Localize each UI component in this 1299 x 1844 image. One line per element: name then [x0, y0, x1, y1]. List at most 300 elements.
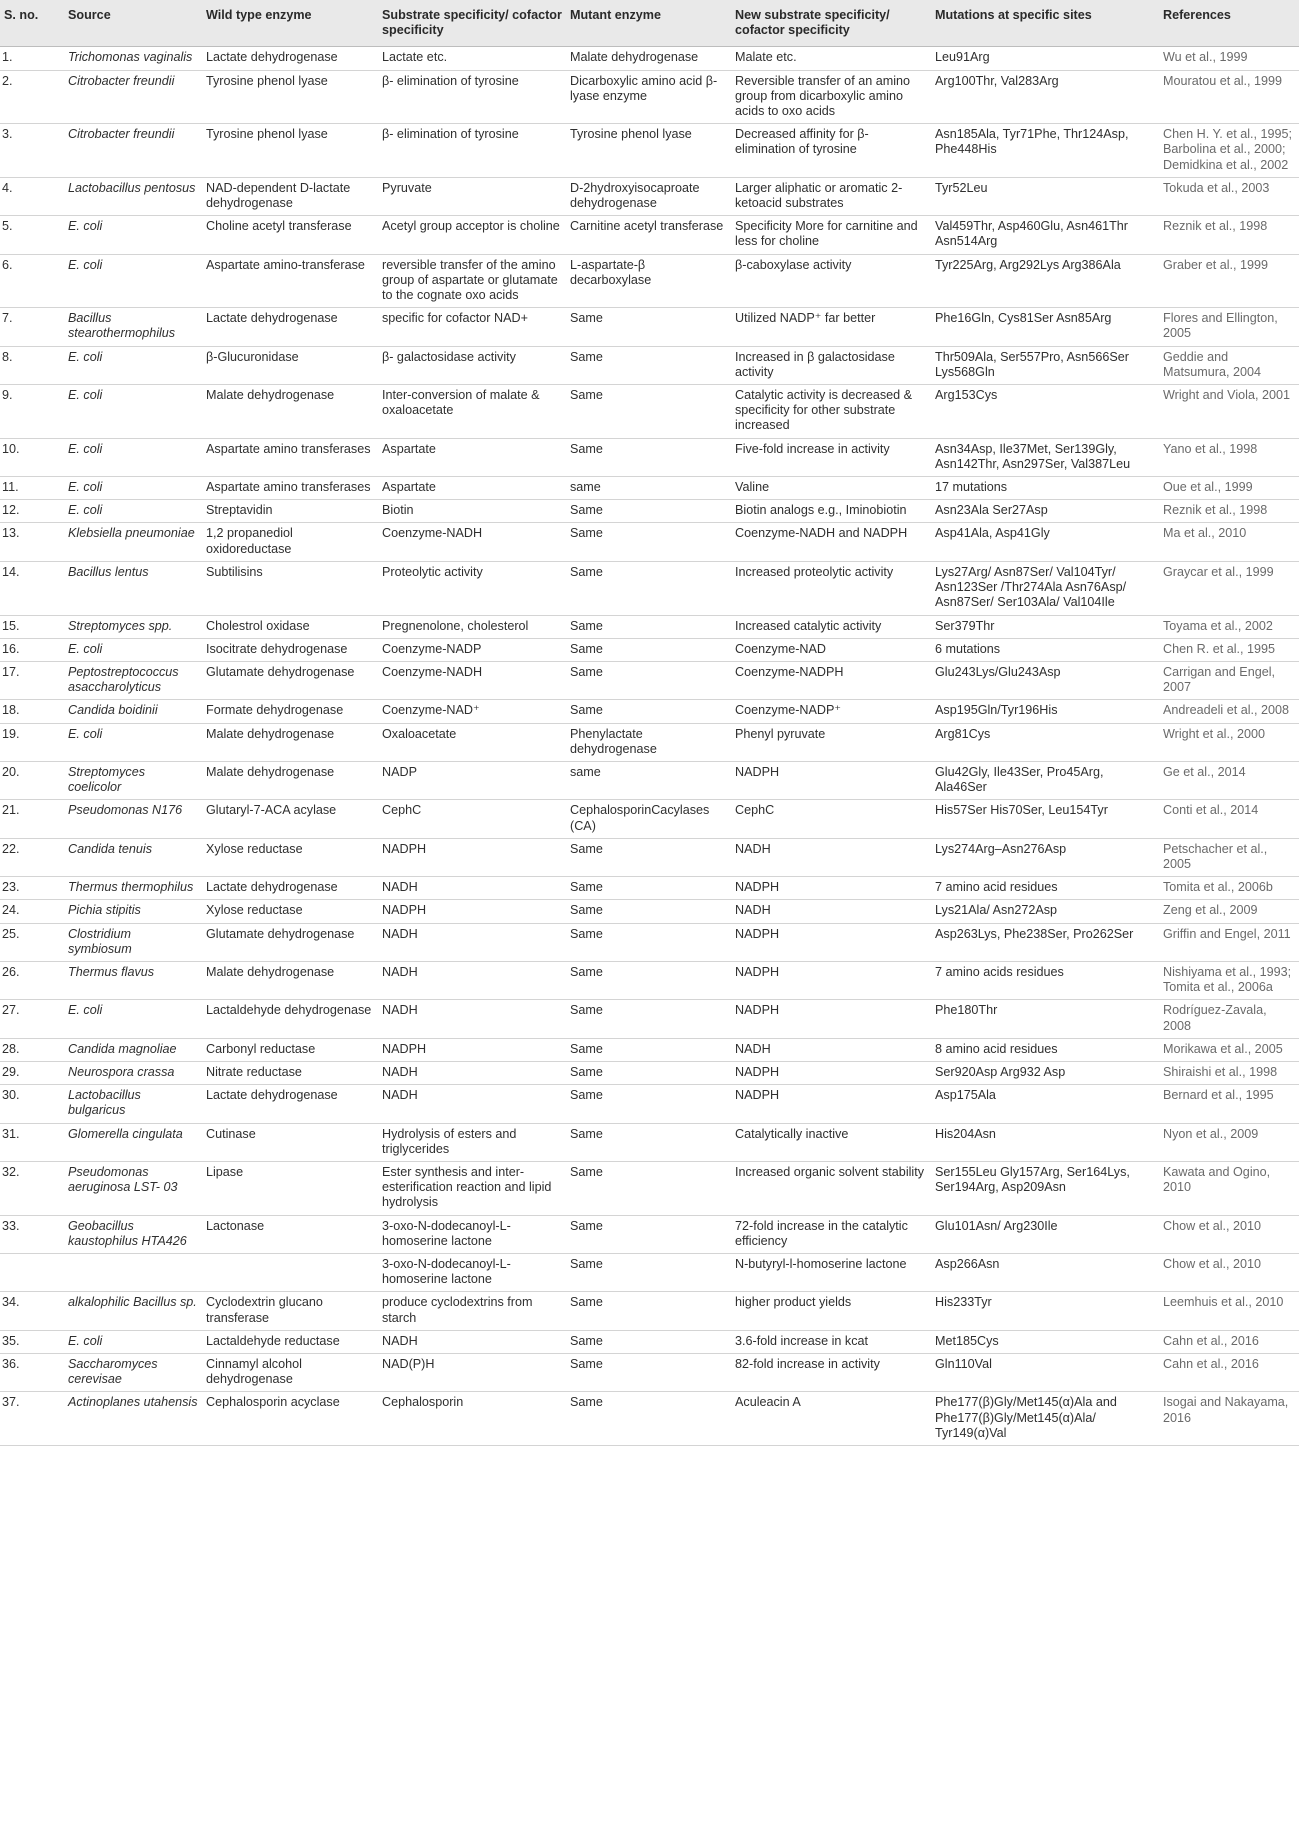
- cell-wild-type: Lactate dehydrogenase: [202, 877, 378, 900]
- cell-wild-type: Lactaldehyde reductase: [202, 1330, 378, 1353]
- header-substrate: Substrate specificity/ cofactor specificity: [378, 0, 566, 47]
- cell-sno: [0, 1254, 64, 1292]
- cell-sno: 20.: [0, 761, 64, 799]
- cell-sno: 11.: [0, 477, 64, 500]
- cell-mutant: Same: [566, 1123, 731, 1161]
- cell-new-substrate: Biotin analogs e.g., Iminobiotin: [731, 500, 931, 523]
- cell-sno: 24.: [0, 900, 64, 923]
- table-row: [0, 216, 1299, 254]
- cell-mutant: Same: [566, 561, 731, 615]
- cell-new-substrate: NADPH: [731, 1061, 931, 1084]
- cell-sno: 31.: [0, 1123, 64, 1161]
- table-body: [0, 47, 1299, 1446]
- cell-wild-type: Formate dehydrogenase: [202, 700, 378, 723]
- cell-substrate: Cephalosporin: [378, 1392, 566, 1446]
- table-row: [0, 308, 1299, 346]
- cell-sno: 30.: [0, 1085, 64, 1123]
- cell-mutations: Val459Thr, Asp460Glu, Asn461Thr Asn514Arg: [931, 216, 1159, 254]
- header-mutant: Mutant enzyme: [566, 0, 731, 47]
- cell-reference: Zeng et al., 2009: [1159, 900, 1299, 923]
- table-row: [0, 1354, 1299, 1392]
- cell-source: Thermus flavus: [64, 961, 202, 999]
- cell-source: Saccharomyces cerevisae: [64, 1354, 202, 1392]
- cell-mutant: D-2hydroxyisocaproate dehydrogenase: [566, 177, 731, 215]
- cell-new-substrate: Increased proteolytic activity: [731, 561, 931, 615]
- cell-mutations: Asp175Ala: [931, 1085, 1159, 1123]
- cell-mutations: Asp263Lys, Phe238Ser, Pro262Ser: [931, 923, 1159, 961]
- cell-sno: 14.: [0, 561, 64, 615]
- cell-source: [64, 1254, 202, 1292]
- cell-mutations: Arg100Thr, Val283Arg: [931, 70, 1159, 124]
- cell-reference: Wright and Viola, 2001: [1159, 385, 1299, 439]
- cell-substrate: NADH: [378, 1330, 566, 1353]
- cell-substrate: NADPH: [378, 1038, 566, 1061]
- cell-new-substrate: Phenyl pyruvate: [731, 723, 931, 761]
- cell-reference: Nishiyama et al., 1993; Tomita et al., 2006a: [1159, 961, 1299, 999]
- cell-sno: 3.: [0, 124, 64, 178]
- cell-reference: Rodríguez-Zavala, 2008: [1159, 1000, 1299, 1038]
- table-row: [0, 800, 1299, 838]
- table-row: [0, 1000, 1299, 1038]
- cell-substrate: Oxaloacetate: [378, 723, 566, 761]
- cell-sno: 8.: [0, 346, 64, 384]
- cell-mutations: Arg153Cys: [931, 385, 1159, 439]
- cell-wild-type: NAD-dependent D-lactate dehydrogenase: [202, 177, 378, 215]
- cell-wild-type: Cholestrol oxidase: [202, 615, 378, 638]
- header-references: References: [1159, 0, 1299, 47]
- cell-mutant: Same: [566, 1038, 731, 1061]
- cell-wild-type: [202, 1254, 378, 1292]
- cell-new-substrate: NADPH: [731, 961, 931, 999]
- cell-source: E. coli: [64, 385, 202, 439]
- cell-substrate: β- elimination of tyrosine: [378, 124, 566, 178]
- cell-substrate: Acetyl group acceptor is choline: [378, 216, 566, 254]
- cell-mutant: Same: [566, 961, 731, 999]
- cell-reference: Nyon et al., 2009: [1159, 1123, 1299, 1161]
- cell-substrate: NADH: [378, 1061, 566, 1084]
- header-mutations: Mutations at specific sites: [931, 0, 1159, 47]
- cell-wild-type: Lactate dehydrogenase: [202, 1085, 378, 1123]
- cell-mutations: Glu42Gly, Ile43Ser, Pro45Arg, Ala46Ser: [931, 761, 1159, 799]
- cell-mutations: Ser379Thr: [931, 615, 1159, 638]
- cell-new-substrate: 72-fold increase in the catalytic efficiency: [731, 1215, 931, 1253]
- cell-new-substrate: Five-fold increase in activity: [731, 438, 931, 476]
- cell-wild-type: β-Glucuronidase: [202, 346, 378, 384]
- cell-wild-type: Glutamate dehydrogenase: [202, 923, 378, 961]
- table-row: [0, 1215, 1299, 1253]
- cell-reference: Tokuda et al., 2003: [1159, 177, 1299, 215]
- table-row: [0, 1161, 1299, 1215]
- cell-reference: Chow et al., 2010: [1159, 1254, 1299, 1292]
- cell-reference: Oue et al., 1999: [1159, 477, 1299, 500]
- cell-mutant: L-aspartate-β decarboxylase: [566, 254, 731, 308]
- cell-mutant: Same: [566, 615, 731, 638]
- cell-sno: 15.: [0, 615, 64, 638]
- cell-substrate: Aspartate: [378, 477, 566, 500]
- cell-mutant: Same: [566, 1292, 731, 1330]
- cell-mutations: Tyr52Leu: [931, 177, 1159, 215]
- cell-sno: 10.: [0, 438, 64, 476]
- cell-mutations: Arg81Cys: [931, 723, 1159, 761]
- cell-mutations: 7 amino acid residues: [931, 877, 1159, 900]
- cell-new-substrate: NADPH: [731, 877, 931, 900]
- cell-reference: Flores and Ellington, 2005: [1159, 308, 1299, 346]
- cell-mutant: Same: [566, 1330, 731, 1353]
- table-row: [0, 1038, 1299, 1061]
- cell-wild-type: Cephalosporin acyclase: [202, 1392, 378, 1446]
- cell-new-substrate: Aculeacin A: [731, 1392, 931, 1446]
- cell-new-substrate: NADPH: [731, 923, 931, 961]
- cell-substrate: CephC: [378, 800, 566, 838]
- cell-reference: Graber et al., 1999: [1159, 254, 1299, 308]
- cell-substrate: Coenzyme-NADH: [378, 523, 566, 561]
- header-new-substrate: New substrate specificity/ cofactor specificity: [731, 0, 931, 47]
- cell-sno: 34.: [0, 1292, 64, 1330]
- cell-sno: 1.: [0, 47, 64, 70]
- cell-wild-type: Choline acetyl transferase: [202, 216, 378, 254]
- table-row: [0, 561, 1299, 615]
- cell-reference: Wu et al., 1999: [1159, 47, 1299, 70]
- table-row: [0, 923, 1299, 961]
- cell-new-substrate: Increased catalytic activity: [731, 615, 931, 638]
- cell-mutant: Same: [566, 1061, 731, 1084]
- cell-sno: 27.: [0, 1000, 64, 1038]
- cell-source: Citrobacter freundii: [64, 70, 202, 124]
- cell-reference: Isogai and Nakayama, 2016: [1159, 1392, 1299, 1446]
- table-row: [0, 900, 1299, 923]
- cell-mutations: His57Ser His70Ser, Leu154Tyr: [931, 800, 1159, 838]
- cell-new-substrate: NADH: [731, 900, 931, 923]
- cell-mutations: Gln110Val: [931, 1354, 1159, 1392]
- cell-substrate: reversible transfer of the amino group of aspartate or glutamate to the cognate oxo acids: [378, 254, 566, 308]
- cell-substrate: Coenzyme-NAD⁺: [378, 700, 566, 723]
- cell-source: Actinoplanes utahensis: [64, 1392, 202, 1446]
- cell-new-substrate: NADPH: [731, 1000, 931, 1038]
- cell-mutations: 8 amino acid residues: [931, 1038, 1159, 1061]
- cell-sno: 13.: [0, 523, 64, 561]
- cell-source: Pseudomonas N176: [64, 800, 202, 838]
- table-row: [0, 638, 1299, 661]
- cell-reference: Tomita et al., 2006b: [1159, 877, 1299, 900]
- header-source: Source: [64, 0, 202, 47]
- cell-new-substrate: 82-fold increase in activity: [731, 1354, 931, 1392]
- cell-source: Streptomyces coelicolor: [64, 761, 202, 799]
- cell-wild-type: Glutamate dehydrogenase: [202, 661, 378, 699]
- cell-mutant: Same: [566, 1000, 731, 1038]
- cell-new-substrate: Catalytic activity is decreased & specificity for other substrate increased: [731, 385, 931, 439]
- cell-source: Candida tenuis: [64, 838, 202, 876]
- cell-new-substrate: β-caboxylase activity: [731, 254, 931, 308]
- table-row: [0, 1292, 1299, 1330]
- table-row: [0, 177, 1299, 215]
- cell-wild-type: Malate dehydrogenase: [202, 961, 378, 999]
- table-row: [0, 761, 1299, 799]
- cell-sno: 2.: [0, 70, 64, 124]
- cell-mutant: Same: [566, 900, 731, 923]
- table-row: [0, 661, 1299, 699]
- table-row: [0, 385, 1299, 439]
- cell-new-substrate: Larger aliphatic or aromatic 2-ketoacid substrates: [731, 177, 931, 215]
- cell-mutant: Malate dehydrogenase: [566, 47, 731, 70]
- table-row: [0, 346, 1299, 384]
- cell-new-substrate: Coenzyme-NADP⁺: [731, 700, 931, 723]
- cell-wild-type: Glutaryl-7-ACA acylase: [202, 800, 378, 838]
- cell-substrate: NAD(P)H: [378, 1354, 566, 1392]
- cell-sno: 23.: [0, 877, 64, 900]
- cell-mutations: Ser155Leu Gly157Arg, Ser164Lys, Ser194Arg, Asp209Asn: [931, 1161, 1159, 1215]
- cell-mutations: His233Tyr: [931, 1292, 1159, 1330]
- cell-sno: 22.: [0, 838, 64, 876]
- cell-sno: 17.: [0, 661, 64, 699]
- cell-source: E. coli: [64, 477, 202, 500]
- cell-source: E. coli: [64, 346, 202, 384]
- cell-substrate: Ester synthesis and inter-esterification reaction and lipid hydrolysis: [378, 1161, 566, 1215]
- cell-new-substrate: NADPH: [731, 1085, 931, 1123]
- cell-new-substrate: Increased organic solvent stability: [731, 1161, 931, 1215]
- cell-reference: Reznik et al., 1998: [1159, 500, 1299, 523]
- cell-reference: Yano et al., 1998: [1159, 438, 1299, 476]
- cell-source: Klebsiella pneumoniae: [64, 523, 202, 561]
- cell-mutations: Glu101Asn/ Arg230Ile: [931, 1215, 1159, 1253]
- cell-mutant: Same: [566, 308, 731, 346]
- cell-wild-type: Carbonyl reductase: [202, 1038, 378, 1061]
- cell-sno: 21.: [0, 800, 64, 838]
- table-row: [0, 838, 1299, 876]
- cell-mutations: Phe16Gln, Cys81Ser Asn85Arg: [931, 308, 1159, 346]
- cell-substrate: β- elimination of tyrosine: [378, 70, 566, 124]
- cell-source: Lactobacillus bulgaricus: [64, 1085, 202, 1123]
- cell-substrate: Hydrolysis of esters and triglycerides: [378, 1123, 566, 1161]
- table-row: [0, 47, 1299, 70]
- cell-substrate: NADH: [378, 877, 566, 900]
- cell-mutant: CephalosporinCacylases (CA): [566, 800, 731, 838]
- cell-source: E. coli: [64, 638, 202, 661]
- cell-mutant: Same: [566, 438, 731, 476]
- cell-reference: Toyama et al., 2002: [1159, 615, 1299, 638]
- cell-new-substrate: CephC: [731, 800, 931, 838]
- cell-new-substrate: Coenzyme-NADH and NADPH: [731, 523, 931, 561]
- cell-sno: 36.: [0, 1354, 64, 1392]
- cell-source: Geobacillus kaustophilus HTA426: [64, 1215, 202, 1253]
- cell-mutant: Same: [566, 877, 731, 900]
- cell-mutations: His204Asn: [931, 1123, 1159, 1161]
- cell-substrate: Coenzyme-NADP: [378, 638, 566, 661]
- cell-reference: Griffin and Engel, 2011: [1159, 923, 1299, 961]
- cell-wild-type: Malate dehydrogenase: [202, 761, 378, 799]
- cell-source: Citrobacter freundii: [64, 124, 202, 178]
- cell-substrate: Inter-conversion of malate & oxaloacetate: [378, 385, 566, 439]
- cell-sno: 37.: [0, 1392, 64, 1446]
- cell-mutant: same: [566, 477, 731, 500]
- cell-mutant: Same: [566, 1085, 731, 1123]
- cell-source: Lactobacillus pentosus: [64, 177, 202, 215]
- cell-reference: Reznik et al., 1998: [1159, 216, 1299, 254]
- cell-reference: Carrigan and Engel, 2007: [1159, 661, 1299, 699]
- cell-wild-type: Aspartate amino transferases: [202, 477, 378, 500]
- cell-reference: Shiraishi et al., 1998: [1159, 1061, 1299, 1084]
- cell-wild-type: Tyrosine phenol lyase: [202, 70, 378, 124]
- cell-sno: 25.: [0, 923, 64, 961]
- cell-sno: 32.: [0, 1161, 64, 1215]
- cell-substrate: Coenzyme-NADH: [378, 661, 566, 699]
- cell-source: Candida magnoliae: [64, 1038, 202, 1061]
- cell-source: Candida boidinii: [64, 700, 202, 723]
- cell-mutant: Same: [566, 385, 731, 439]
- cell-source: E. coli: [64, 254, 202, 308]
- cell-mutant: Same: [566, 346, 731, 384]
- cell-source: E. coli: [64, 1330, 202, 1353]
- cell-wild-type: Malate dehydrogenase: [202, 723, 378, 761]
- cell-sno: 4.: [0, 177, 64, 215]
- table-row: [0, 124, 1299, 178]
- table-row: [0, 700, 1299, 723]
- cell-new-substrate: higher product yields: [731, 1292, 931, 1330]
- cell-source: Pichia stipitis: [64, 900, 202, 923]
- cell-substrate: NADH: [378, 961, 566, 999]
- cell-mutations: Asp266Asn: [931, 1254, 1159, 1292]
- cell-new-substrate: Valine: [731, 477, 931, 500]
- cell-substrate: Biotin: [378, 500, 566, 523]
- cell-wild-type: Cinnamyl alcohol dehydrogenase: [202, 1354, 378, 1392]
- cell-sno: 18.: [0, 700, 64, 723]
- cell-mutant: Same: [566, 523, 731, 561]
- cell-sno: 33.: [0, 1215, 64, 1253]
- header-wild-type: Wild type enzyme: [202, 0, 378, 47]
- cell-mutations: Phe177(β)Gly/Met145(α)Ala and Phe177(β)Gly/Met145(α)Ala/ Tyr149(α)Val: [931, 1392, 1159, 1446]
- cell-reference: Conti et al., 2014: [1159, 800, 1299, 838]
- table-row: [0, 615, 1299, 638]
- table-row: [0, 477, 1299, 500]
- cell-wild-type: Cyclodextrin glucano transferase: [202, 1292, 378, 1330]
- cell-reference: Mouratou et al., 1999: [1159, 70, 1299, 124]
- cell-substrate: Pyruvate: [378, 177, 566, 215]
- cell-wild-type: Isocitrate dehydrogenase: [202, 638, 378, 661]
- cell-substrate: NADH: [378, 923, 566, 961]
- cell-reference: Chow et al., 2010: [1159, 1215, 1299, 1253]
- cell-reference: Chen H. Y. et al., 1995; Barbolina et al., 2000; Demidkina et al., 2002: [1159, 124, 1299, 178]
- cell-wild-type: Malate dehydrogenase: [202, 385, 378, 439]
- cell-mutations: 7 amino acids residues: [931, 961, 1159, 999]
- cell-wild-type: Xylose reductase: [202, 900, 378, 923]
- cell-source: E. coli: [64, 723, 202, 761]
- cell-new-substrate: Coenzyme-NAD: [731, 638, 931, 661]
- cell-wild-type: Aspartate amino-transferase: [202, 254, 378, 308]
- cell-mutant: Same: [566, 661, 731, 699]
- cell-mutations: Asp41Ala, Asp41Gly: [931, 523, 1159, 561]
- cell-source: Neurospora crassa: [64, 1061, 202, 1084]
- cell-source: Thermus thermophilus: [64, 877, 202, 900]
- cell-wild-type: Cutinase: [202, 1123, 378, 1161]
- cell-source: E. coli: [64, 216, 202, 254]
- cell-mutations: Met185Cys: [931, 1330, 1159, 1353]
- table-row: [0, 1061, 1299, 1084]
- cell-source: E. coli: [64, 438, 202, 476]
- cell-wild-type: Lactonase: [202, 1215, 378, 1253]
- cell-mutant: same: [566, 761, 731, 799]
- cell-reference: Morikawa et al., 2005: [1159, 1038, 1299, 1061]
- cell-reference: Graycar et al., 1999: [1159, 561, 1299, 615]
- cell-sno: 16.: [0, 638, 64, 661]
- cell-source: Peptostreptococcus asaccharolyticus: [64, 661, 202, 699]
- cell-new-substrate: 3.6-fold increase in kcat: [731, 1330, 931, 1353]
- cell-new-substrate: Coenzyme-NADPH: [731, 661, 931, 699]
- cell-mutations: Thr509Ala, Ser557Pro, Asn566Ser Lys568Gln: [931, 346, 1159, 384]
- cell-mutant: Same: [566, 838, 731, 876]
- cell-new-substrate: NADH: [731, 1038, 931, 1061]
- cell-mutations: Lys274Arg–Asn276Asp: [931, 838, 1159, 876]
- cell-mutations: Lys21Ala/ Asn272Asp: [931, 900, 1159, 923]
- cell-new-substrate: Utilized NADP⁺ far better: [731, 308, 931, 346]
- cell-new-substrate: NADH: [731, 838, 931, 876]
- cell-reference: Petschacher et al., 2005: [1159, 838, 1299, 876]
- cell-wild-type: Streptavidin: [202, 500, 378, 523]
- cell-reference: Cahn et al., 2016: [1159, 1330, 1299, 1353]
- cell-reference: Leemhuis et al., 2010: [1159, 1292, 1299, 1330]
- cell-sno: 28.: [0, 1038, 64, 1061]
- cell-reference: Geddie and Matsumura, 2004: [1159, 346, 1299, 384]
- cell-substrate: specific for cofactor NAD+: [378, 308, 566, 346]
- cell-source: Bacillus stearothermophilus: [64, 308, 202, 346]
- cell-substrate: produce cyclodextrins from starch: [378, 1292, 566, 1330]
- cell-new-substrate: Specificity More for carnitine and less for choline: [731, 216, 931, 254]
- cell-reference: Ma et al., 2010: [1159, 523, 1299, 561]
- cell-wild-type: Tyrosine phenol lyase: [202, 124, 378, 178]
- cell-sno: 7.: [0, 308, 64, 346]
- cell-reference: Wright et al., 2000: [1159, 723, 1299, 761]
- table-row: [0, 723, 1299, 761]
- cell-mutant: Tyrosine phenol lyase: [566, 124, 731, 178]
- cell-reference: Andreadeli et al., 2008: [1159, 700, 1299, 723]
- cell-reference: Cahn et al., 2016: [1159, 1354, 1299, 1392]
- cell-substrate: β- galactosidase activity: [378, 346, 566, 384]
- cell-mutations: Leu91Arg: [931, 47, 1159, 70]
- cell-wild-type: Lipase: [202, 1161, 378, 1215]
- table-row: [0, 1123, 1299, 1161]
- cell-wild-type: Lactate dehydrogenase: [202, 308, 378, 346]
- cell-source: Trichomonas vaginalis: [64, 47, 202, 70]
- cell-reference: Ge et al., 2014: [1159, 761, 1299, 799]
- cell-wild-type: Lactate dehydrogenase: [202, 47, 378, 70]
- cell-wild-type: Aspartate amino transferases: [202, 438, 378, 476]
- cell-sno: 12.: [0, 500, 64, 523]
- cell-substrate: NADP: [378, 761, 566, 799]
- table-row: [0, 500, 1299, 523]
- cell-reference: Kawata and Ogino, 2010: [1159, 1161, 1299, 1215]
- cell-sno: 29.: [0, 1061, 64, 1084]
- cell-mutations: Asn34Asp, Ile37Met, Ser139Gly, Asn142Thr, Asn297Ser, Val387Leu: [931, 438, 1159, 476]
- cell-mutant: Same: [566, 638, 731, 661]
- cell-mutant: Same: [566, 1392, 731, 1446]
- cell-mutant: Same: [566, 923, 731, 961]
- cell-substrate: Aspartate: [378, 438, 566, 476]
- table-row: [0, 254, 1299, 308]
- table-header: [0, 0, 1299, 47]
- table-row: [0, 1330, 1299, 1353]
- cell-source: Glomerella cingulata: [64, 1123, 202, 1161]
- cell-sno: 6.: [0, 254, 64, 308]
- cell-mutations: Tyr225Arg, Arg292Lys Arg386Ala: [931, 254, 1159, 308]
- cell-mutant: Same: [566, 1354, 731, 1392]
- cell-mutations: Ser920Asp Arg932 Asp: [931, 1061, 1159, 1084]
- cell-substrate: 3-oxo-N-dodecanoyl-L-homoserine lactone: [378, 1215, 566, 1253]
- cell-source: E. coli: [64, 1000, 202, 1038]
- cell-substrate: NADH: [378, 1000, 566, 1038]
- cell-source: E. coli: [64, 500, 202, 523]
- table-row: [0, 1085, 1299, 1123]
- cell-new-substrate: Decreased affinity for β-elimination of tyrosine: [731, 124, 931, 178]
- cell-mutant: Carnitine acetyl transferase: [566, 216, 731, 254]
- cell-new-substrate: N-butyryl-l-homoserine lactone: [731, 1254, 931, 1292]
